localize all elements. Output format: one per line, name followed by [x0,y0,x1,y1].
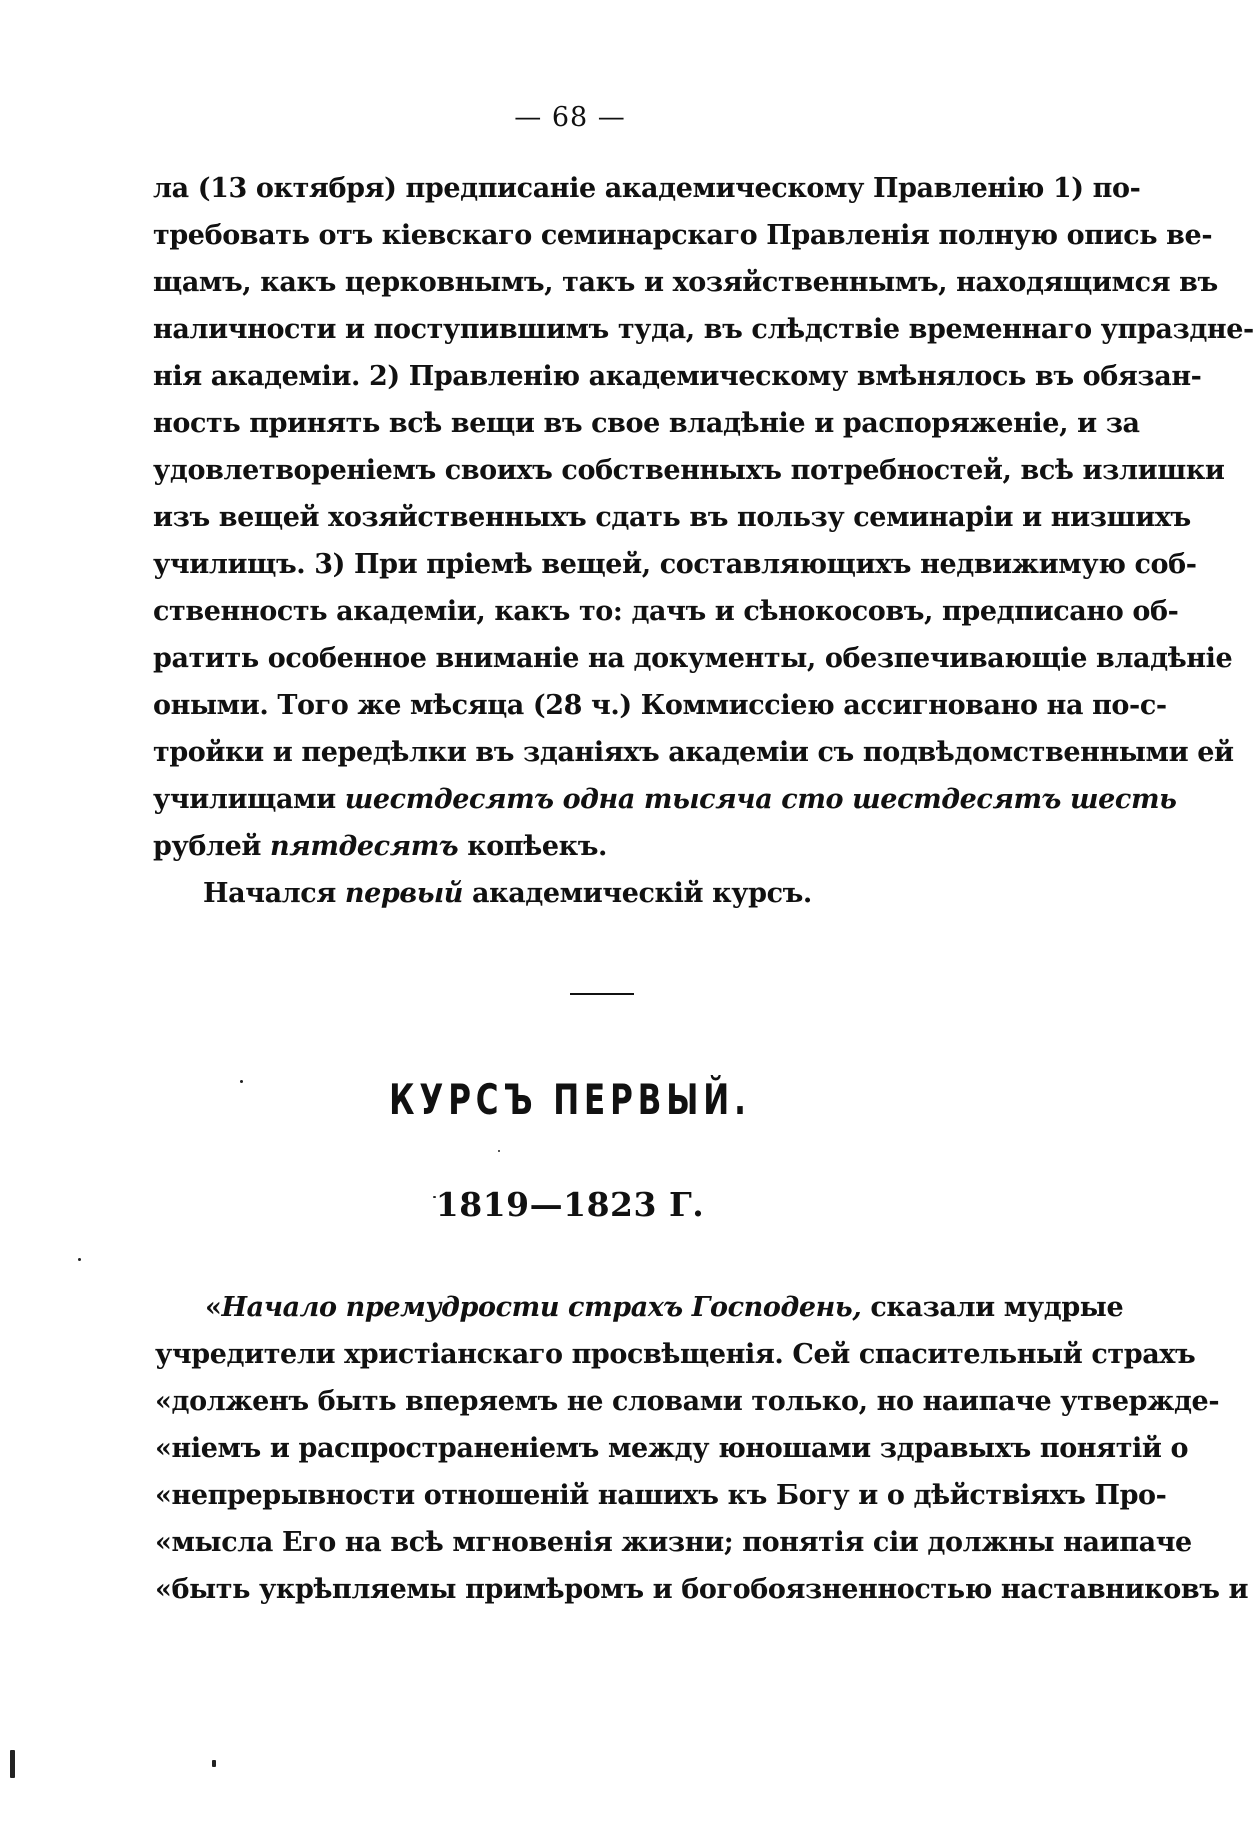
section-years: 1819—1823 Г. [435,1185,705,1224]
section-divider [570,993,634,995]
paragraph-quote [155,1284,1249,1613]
paragraph-body [153,165,1254,917]
text-line: изъ вещей хозяйственныхъ сдать въ пользу семинаріи и низшихъ [153,502,1191,533]
text-line: ность принять всѣ вещи въ свое владѣніе и распоряженіе, и за [153,408,1140,439]
italic-run: пятдесятъ [270,831,459,862]
italic-run: первый [344,878,464,909]
text-line: училищъ. 3) При пріемѣ вещей, составляющихъ недвижимую соб- [153,549,1197,580]
text-line: «долженъ быть вперяемъ не словами только, но наипаче утвержде- [155,1386,1220,1417]
section-title: КУРСЪ ПЕРВЫЙ. [389,1075,751,1124]
text-line-mixed [153,823,1053,870]
text-run: училищами [153,784,336,815]
text-run: копѣекъ. [467,831,608,862]
scan-speck [212,1760,216,1767]
text-run: академическій курсъ. [472,878,812,909]
text-line-mixed [155,1284,1124,1331]
paragraph-course-start [153,870,1053,917]
text-line-mixed [153,776,1177,823]
scan-speck [433,1196,436,1198]
text-run: Начался [203,878,336,909]
page-number: — 68 — [514,102,626,133]
text-line: щамъ, какъ церковнымъ, такъ и хозяйственнымъ, находящимся въ [153,267,1218,298]
text-line: ственность академіи, какъ то: дачъ и сѣнокосовъ, предписано об- [153,596,1179,627]
text-line: «мысла Его на всѣ мгновенія жизни; понятія сіи должны наипаче [155,1527,1192,1558]
quote-mark: « [205,1292,222,1323]
text-run: сказали мудрые [870,1292,1124,1323]
text-line: тройки и передѣлки въ зданіяхъ академіи съ подвѣдомственными ей [153,737,1234,768]
scan-speck [498,1150,500,1152]
text-line: учредители христіанскаго просвѣщенія. Сей спасительный страхъ [155,1339,1196,1370]
text-line: «ніемъ и распространеніемъ между юношами здравыхъ понятій о [155,1433,1189,1464]
text-line: ратить особенное вниманіе на документы, обезпечивающіе владѣніе [153,643,1233,674]
text-line: наличности и поступившимъ туда, въ слѣдствіе временнаго упраздне- [153,314,1254,345]
scan-speck [240,1080,243,1083]
text-line: требовать отъ кіевскаго семинарскаго Правленія полную опись ве- [153,220,1213,251]
text-run: рублей [153,831,262,862]
text-line: «быть укрѣпляемы примѣромъ и богобоязненностью наставниковъ и [155,1574,1249,1605]
scan-speck [10,1750,15,1778]
scan-speck [78,1258,81,1261]
italic-run: шестдесятъ одна тысяча сто шестдесятъ шесть [344,784,1177,815]
italic-run: Начало премудрости страхъ Господень, [221,1292,862,1323]
text-line: «непрерывности отношеній нашихъ къ Богу и о дѣйствіяхъ Про- [155,1480,1167,1511]
text-line: ла (13 октября) предписаніе академическому Правленію 1) по- [153,173,1141,204]
text-line: удовлетвореніемъ своихъ собственныхъ потребностей, всѣ излишки [153,455,1225,486]
text-line: оными. Того же мѣсяца (28 ч.) Коммиссіею ассигновано на по-с- [153,690,1167,721]
text-line: нія академіи. 2) Правленію академическому вмѣнялось въ обязан- [153,361,1202,392]
